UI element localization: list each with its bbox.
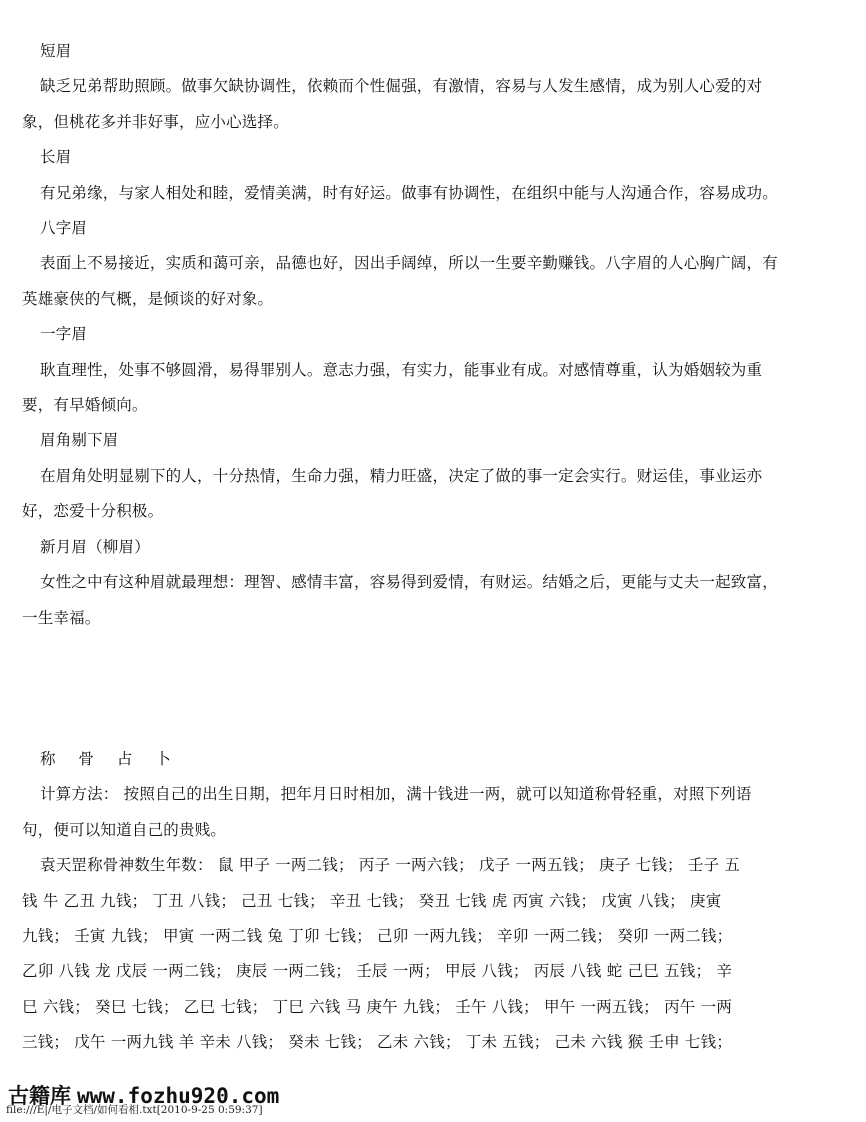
table-line: 钱 牛 乙丑 九钱； 丁丑 八钱； 己丑 七钱； 辛丑 七钱； 癸丑 七钱 虎 丙寅 六钱； 戊寅 八钱； 庚寅	[22, 891, 722, 910]
document-body	[22, 34, 844, 1061]
paragraph-line: 好，恋爱十分积极。	[22, 502, 164, 521]
method-line: 计算方法： 按照自己的出生日期，把年月日时相加，满十钱进一两，就可以知道称骨轻重，对照下列语	[40, 785, 752, 804]
paragraph-line: 要，有早婚倾向。	[22, 396, 148, 415]
file-path-footer: file:///E|/电子文档/如何看相.txt[2010-9-25 0:59:37]	[6, 1104, 263, 1116]
paragraph-line: 象，但桃花多并非好事，应小心选择。	[22, 112, 289, 131]
heading-moon-brow: 新月眉（柳眉）	[40, 537, 150, 556]
method-line: 句，便可以知道自己的贵贱。	[22, 820, 227, 839]
table-line: 袁天罡称骨神数生年数： 鼠 甲子 一两二钱； 丙子 一两六钱； 戊子 一两五钱； 庚子 七钱； 壬子 五	[40, 856, 741, 875]
heading-one-brow: 一字眉	[40, 325, 88, 344]
paragraph-line: 缺乏兄弟帮助照顾。做事欠缺协调性，依赖而个性倔强，有激情，容易与人发生感情，成为别人心爱的对	[40, 77, 763, 96]
table-line: 三钱； 戊午 一两九钱 羊 辛未 八钱； 癸未 七钱； 乙未 六钱； 丁未 五钱； 己未 六钱 猴 壬申 七钱；	[22, 1033, 733, 1052]
paragraph-line: 英雄豪侠的气概，是倾谈的好对象。	[22, 289, 274, 308]
section-spacer	[22, 636, 844, 742]
paragraph-line: 表面上不易接近，实质和蔼可亲，品德也好，因出手阔绰，所以一生要辛勤赚钱。八字眉的人心胸广阔，有	[40, 254, 778, 273]
site-logo-url[interactable]: www.fozhu920.com	[77, 1084, 280, 1108]
heading-bone-weight: 称 骨 占 卜	[40, 749, 180, 768]
paragraph-line: 一生幸福。	[22, 608, 101, 627]
heading-short-brow: 短眉	[40, 42, 72, 60]
heading-long-brow: 长眉	[40, 148, 72, 167]
site-logo-cn: 古籍库	[8, 1084, 71, 1108]
paragraph-line: 有兄弟缘，与家人相处和睦，爱情美满，时有好运。做事有协调性，在组织中能与人沟通合作，容易成功。	[40, 183, 778, 202]
paragraph-line: 在眉角处明显剔下的人，十分热情，生命力强，精力旺盛，决定了做的事一定会实行。财运佳，事业运亦	[40, 466, 763, 485]
table-line: 九钱； 壬寅 九钱； 甲寅 一两二钱 兔 丁卯 七钱； 己卯 一两九钱； 辛卯 一两二钱； 癸卯 一两二钱；	[22, 926, 733, 945]
heading-corner-brow: 眉角剔下眉	[40, 431, 119, 450]
table-line: 巳 六钱； 癸巳 七钱； 乙巳 七钱； 丁巳 六钱 马 庚午 九钱； 壬午 八钱； 甲午 一两五钱； 丙午 一两	[22, 997, 733, 1016]
heading-eight-brow: 八字眉	[40, 219, 88, 238]
paragraph-line: 女性之中有这种眉就最理想：理智、感情丰富，容易得到爱情，有财运。结婚之后，更能与丈夫一起致富，	[40, 573, 778, 592]
table-line: 乙卯 八钱 龙 戊辰 一两二钱； 庚辰 一两二钱； 壬辰 一两； 甲辰 八钱； 丙辰 八钱 蛇 己巳 五钱； 辛	[22, 962, 733, 981]
paragraph-line: 耿直理性，处事不够圆滑，易得罪别人。意志力强，有实力，能事业有成。对感情尊重，认为婚姻较为重	[40, 360, 763, 379]
